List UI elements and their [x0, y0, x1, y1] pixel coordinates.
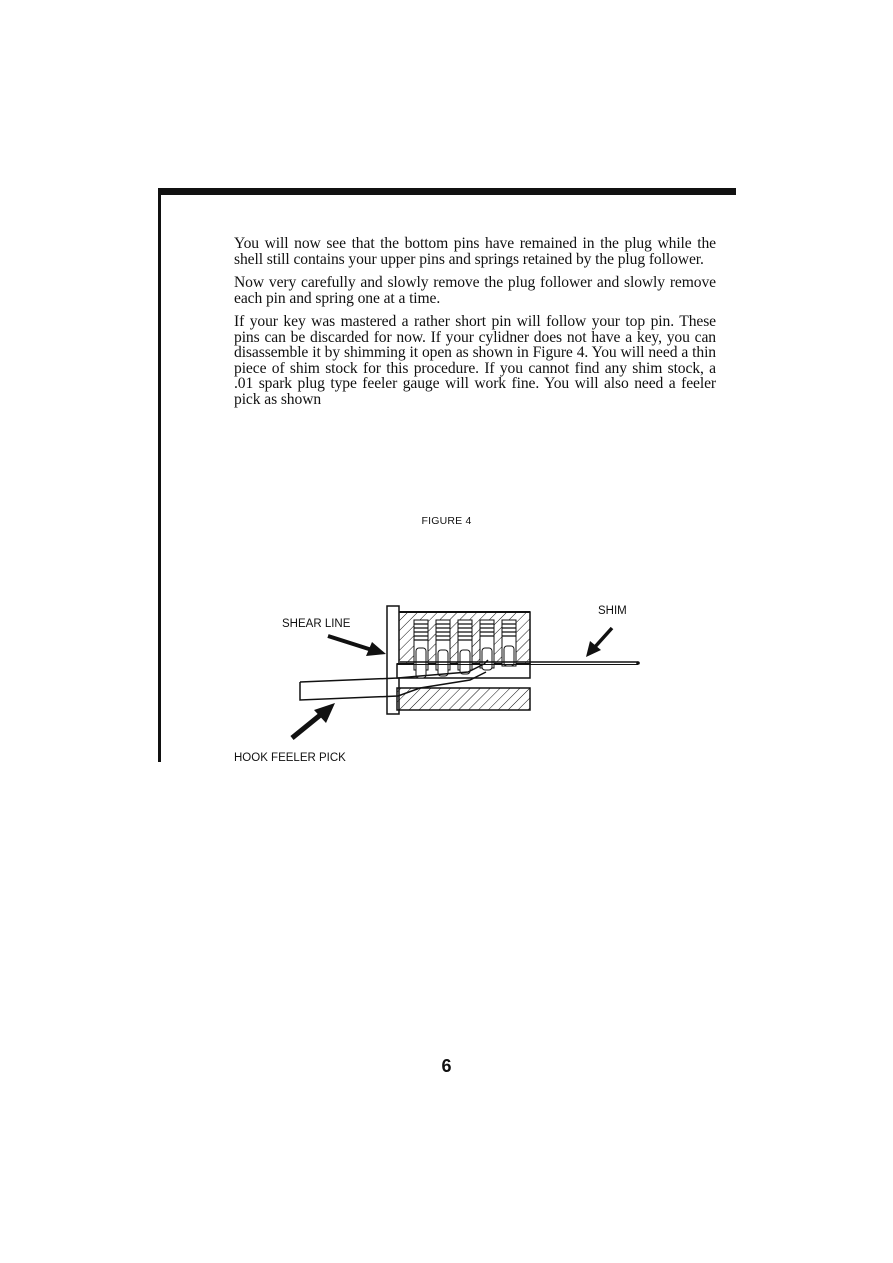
pin-stack — [414, 620, 428, 678]
shear-line-label: SHEAR LINE — [282, 618, 351, 630]
shim-label: SHIM — [598, 605, 627, 617]
shim-arrow — [586, 628, 612, 657]
pin-stack — [502, 620, 516, 666]
paragraph-2: Now very carefully and slowly remove the plug follower and slowly remove each pin and spring one at a time. — [234, 274, 716, 307]
paragraph-3: If your key was mastered a rather short pin will follow your top pin. These pins can be discarded for now. If your cylidner does not have a key, you can disassemble it by shimming it open as shown in Figure 4. You will need a thin piece of shim stock for this procedure. If you cannot find any shim stock, a .01 spark plug type feeler gauge will work fine. You will also need a feeler pick as shown — [234, 313, 716, 408]
hook-feeler-pick-label: HOOK FEELER PICK — [234, 752, 346, 764]
paragraph-1: You will now see that the bottom pins have remained in the plug while the shell still contains your upper pins and springs retained by the plug follower. — [234, 235, 716, 268]
shear-line-arrow — [328, 636, 386, 656]
page-number: 6 — [441, 1056, 452, 1076]
figure-caption: FIGURE 4 — [421, 515, 472, 527]
pin-stack — [458, 620, 472, 674]
hook-pick-arrow — [292, 703, 335, 738]
pin-stack — [436, 620, 450, 676]
